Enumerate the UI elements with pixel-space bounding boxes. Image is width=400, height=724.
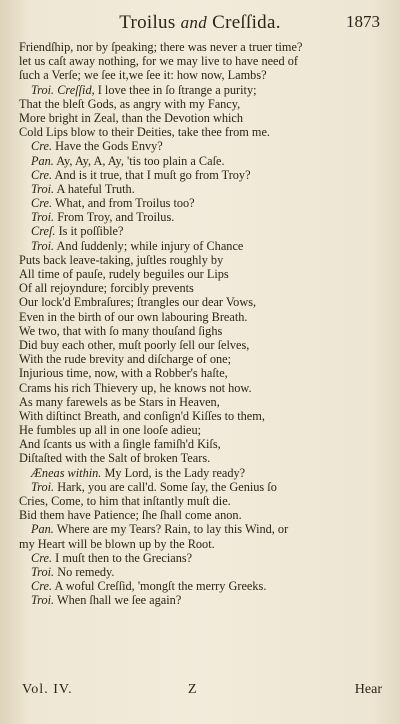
speaker-label: Troi. (31, 181, 55, 196)
text-line (19, 381, 385, 395)
line-text: And ſuddenly; while injury of Chance (56, 238, 244, 253)
text-line (19, 154, 385, 168)
text-line (19, 423, 385, 437)
speaker-label: Troi. (31, 479, 55, 494)
line-text: As many farewels as be Stars in Heaven, (19, 394, 220, 409)
page-footer (22, 682, 382, 702)
line-text: Hark, you are call'd. Some ſay, the Genius ſo (57, 479, 277, 494)
line-text: With the rude brevity and diſcharge of one; (19, 352, 232, 367)
line-text: What, and from Troilus too? (54, 196, 195, 211)
signature-mark: Z (188, 682, 197, 697)
line-text: Of all rejoyndure; forcibly prevents (19, 281, 194, 296)
text-line (19, 239, 385, 253)
line-text: With diſtinct Breath, and conſign'd Kiſſes to them, (19, 408, 265, 423)
text-line (19, 437, 385, 451)
text-line (19, 139, 385, 153)
line-text: And is it true, that I muſt go from Troy? (54, 167, 251, 182)
text-line (19, 310, 385, 324)
text-line (19, 253, 385, 267)
line-text: From Troy, and Troilus. (57, 210, 175, 225)
line-text: My Lord, is the Lady ready? (104, 465, 246, 480)
text-line (19, 125, 385, 139)
running-title (0, 12, 400, 34)
speaker-label: Cre. (31, 139, 53, 154)
line-text: That the bleſt Gods, as angry with my Fancy, (19, 96, 241, 111)
speaker-label: Troi. (31, 593, 55, 608)
line-text: A woful Creſſid, 'mongſt the merry Greeks. (54, 579, 267, 594)
speaker-label: Creſ. (31, 224, 56, 239)
text-line (19, 395, 385, 409)
speaker-label: Pan. (31, 153, 54, 168)
text-line (19, 409, 385, 423)
line-text: More bright in Zeal, than the Devotion which (19, 110, 244, 125)
text-line (19, 97, 385, 111)
line-text: No remedy. (57, 564, 115, 579)
text-line (19, 366, 385, 380)
text-line (19, 281, 385, 295)
line-text: Our lock'd Embraſures; ſtrangles our dear Vows, (19, 295, 257, 310)
text-line (19, 267, 385, 281)
line-text: Puts back leave-taking, juſtles roughly by (19, 252, 224, 267)
line-text: And ſcants us with a ſingle famiſh'd Kiſs, (19, 437, 221, 452)
text-line (19, 210, 385, 224)
text-line (19, 494, 385, 508)
line-text: A hateful Truth. (56, 181, 135, 196)
text-line (19, 54, 385, 68)
text-line (19, 324, 385, 338)
text-line (19, 224, 385, 238)
line-text: Did buy each other, muſt poorly ſell our ſelves, (19, 337, 250, 352)
text-line (19, 551, 385, 565)
speaker-label: Troi. Creſſid, (31, 82, 95, 97)
line-text: All time of pauſe, rudely beguiles our Lips (19, 267, 229, 281)
text-line (19, 83, 385, 97)
text-line (19, 111, 385, 125)
line-text: Crams his rich Thievery up, he knows not how. (19, 380, 252, 395)
text-body (19, 40, 385, 608)
text-line (19, 295, 385, 309)
line-text: Diſtaſted with the Salt of broken Tears. (19, 451, 211, 466)
catchword: Hear (354, 682, 382, 697)
text-line (19, 68, 385, 82)
text-line (19, 480, 385, 494)
text-line (19, 168, 385, 182)
text-line (19, 451, 385, 465)
text-line (19, 196, 385, 210)
text-line (19, 466, 385, 480)
text-line (19, 40, 385, 54)
line-text: Injurious time, now, with a Robber's haſte, (19, 366, 228, 381)
line-text: Where are my Tears? Rain, to lay this Wind, or (56, 522, 289, 537)
speaker-label: Cre. (31, 550, 53, 565)
volume-signature: Vol. IV. (22, 682, 73, 697)
speaker-label: Troi. (31, 210, 55, 225)
line-text: my Heart will be blown up by the Root. (19, 536, 215, 551)
line-text: ſuch a Verſe; we ſee it,we ſee it: how now, Lambs? (19, 68, 267, 83)
speaker-label: Cre. (31, 196, 53, 211)
line-text: He fumbles up all in one looſe adieu; (19, 423, 202, 438)
text-line (19, 508, 385, 522)
line-text: We two, that with ſo many thouſand ſighs (19, 323, 223, 338)
line-text: I muſt then to the Grecians? (55, 550, 193, 565)
title-ampersand: and (180, 13, 208, 32)
line-text: let us caſt away nothing, for we may live to have need of (19, 54, 298, 69)
speaker-label: Troi. (31, 238, 55, 253)
text-line (19, 565, 385, 579)
page-header (0, 12, 400, 34)
line-text: Have the Gods Envy? (55, 139, 163, 154)
text-line (19, 579, 385, 593)
text-line (19, 593, 385, 607)
line-text: Ay, Ay, A, Ay, 'tis too plain a Caſe. (56, 153, 225, 168)
line-text: Even in the birth of our own labouring Breath. (19, 309, 248, 324)
title-part-1: Troilus (119, 12, 176, 33)
text-line (19, 522, 385, 536)
speaker-label: Troi. (31, 564, 55, 579)
title-part-2: Creſſida. (212, 12, 281, 33)
speaker-label: Cre. (31, 167, 53, 182)
line-text: Bid them have Patience; ſhe ſhall come anon. (19, 508, 242, 523)
line-text: When ſhall we ſee again? (57, 593, 182, 608)
page-number: 1873 (346, 12, 380, 31)
speaker-label: Pan. (31, 522, 54, 537)
line-text: Cold Lips blow to their Deities, take thee from me. (19, 125, 271, 140)
text-line (19, 352, 385, 366)
line-text: I love thee in ſo ſtrange a purity; (97, 82, 257, 97)
line-text: Friendſhip, nor by ſpeaking; there was never a truer time? (19, 40, 303, 54)
text-line (19, 338, 385, 352)
text-line (19, 537, 385, 551)
speaker-label: Æneas within. (31, 465, 102, 480)
line-text: Is it poſſible? (58, 224, 124, 239)
text-line (19, 182, 385, 196)
speaker-label: Cre. (31, 579, 53, 594)
line-text: Cries, Come, to him that inſtantly muſt die. (19, 494, 231, 508)
